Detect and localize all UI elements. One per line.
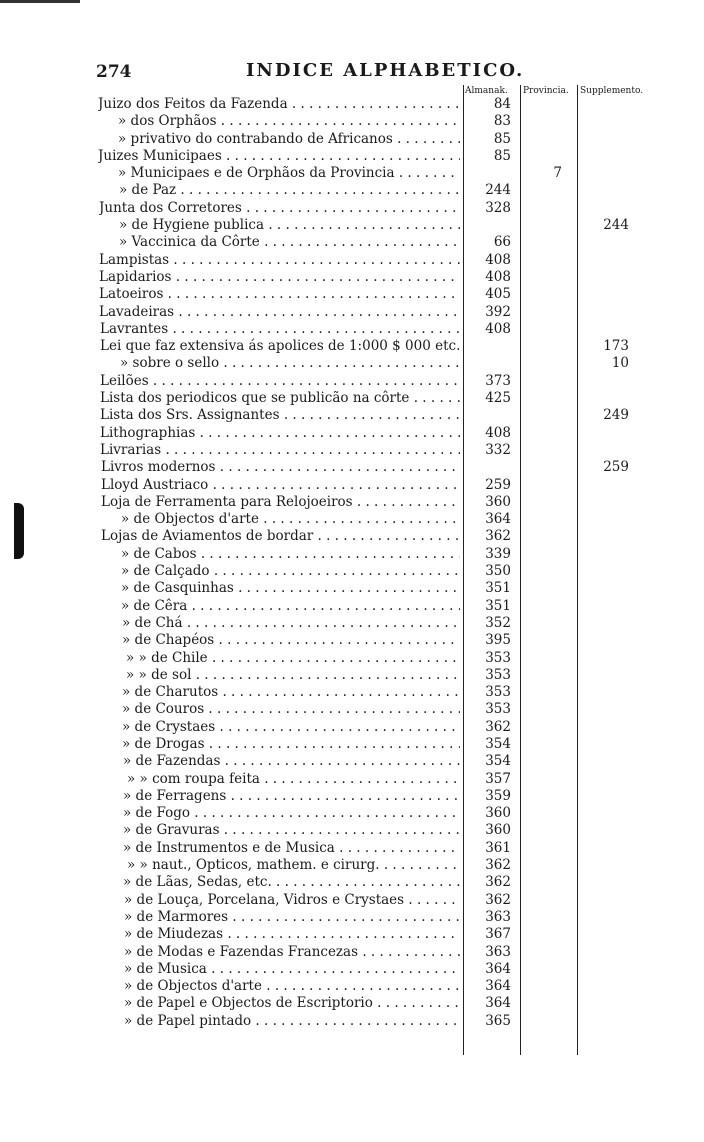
index-entry	[0, 840, 704, 857]
almanak-page: 360	[485, 805, 511, 822]
entry-text: » dos Orphãos . . .	[118, 113, 460, 130]
index-entry	[0, 477, 704, 494]
index-entry	[0, 719, 704, 736]
entry-text: » de Fazendas . . .	[123, 753, 460, 770]
column-header-supplemento: Supplemento.	[580, 86, 644, 96]
almanak-page: 353	[485, 649, 511, 666]
index-entry	[0, 286, 704, 303]
entry-text: » de Louça, Porcelana, Vidros e Crystaes . . .	[124, 892, 460, 909]
index-entry	[0, 182, 704, 199]
index-entry	[0, 1013, 704, 1030]
index-entry	[0, 113, 704, 130]
almanak-page: 408	[485, 424, 511, 441]
entry-text: » » naut., Opticos, mathem. e cirurg. . . .	[127, 857, 460, 874]
entry-text: Livrarias . . .	[100, 442, 460, 459]
entry-text: » de Crystaes . . .	[122, 719, 460, 736]
almanak-page: 360	[485, 822, 511, 839]
entry-text: Juizo dos Feitos da Fazenda . . .	[98, 96, 460, 113]
almanak-page: 363	[485, 943, 511, 960]
entry-text: Lojas de Aviamentos de bordar . . .	[101, 528, 460, 545]
index-entry	[0, 96, 704, 113]
index-entry	[0, 667, 704, 684]
entry-text: » privativo do contrabando de Africanos . . .	[118, 131, 460, 148]
entry-text: Juizes Municipaes . . .	[98, 148, 460, 165]
index-entry	[0, 494, 704, 511]
almanak-page: 364	[485, 978, 511, 995]
index-entry	[0, 580, 704, 597]
almanak-page: 367	[485, 926, 511, 943]
entry-text: » de Ferragens . . .	[123, 788, 460, 805]
index-entry	[0, 650, 704, 667]
almanak-page: 392	[485, 303, 511, 320]
index-entry	[0, 459, 704, 476]
supplemento-page: 173	[603, 338, 629, 355]
almanak-page: 259	[485, 476, 511, 493]
entry-text: Lithographias . . .	[100, 425, 460, 442]
almanak-page: 362	[485, 718, 511, 735]
index-entry	[0, 407, 704, 424]
index-entry	[0, 978, 704, 995]
entry-text: » de Charutos . . .	[122, 684, 460, 701]
column-header-almanak: Almanak.	[465, 86, 508, 96]
index-entry	[0, 909, 704, 926]
entry-text: » de Objectos d'arte . . .	[124, 978, 460, 995]
entry-text: » de Gravuras . . .	[123, 822, 460, 839]
entry-text: » de Cabos . . .	[121, 546, 460, 563]
index-entry	[0, 563, 704, 580]
almanak-page: 352	[485, 614, 511, 631]
supplemento-page: 10	[611, 355, 629, 372]
index-entry	[0, 321, 704, 338]
index-entry	[0, 632, 704, 649]
index-entry	[0, 390, 704, 407]
index-entry	[0, 252, 704, 269]
almanak-page: 408	[485, 251, 511, 268]
almanak-page: 364	[485, 995, 511, 1012]
index-entries	[0, 96, 704, 1030]
almanak-page: 357	[485, 770, 511, 787]
index-entry	[0, 805, 704, 822]
almanak-page: 364	[485, 511, 511, 528]
index-entry	[0, 615, 704, 632]
index-entry	[0, 511, 704, 528]
entry-text: Lapidarios . . .	[99, 269, 460, 286]
index-entry	[0, 944, 704, 961]
almanak-page: 339	[485, 545, 511, 562]
index-entry	[0, 373, 704, 390]
almanak-page: 359	[485, 787, 511, 804]
index-entry	[0, 857, 704, 874]
almanak-page: 362	[485, 874, 511, 891]
entry-text: » de Chapéos . . .	[122, 632, 460, 649]
entry-text: » de Calçado . . .	[121, 563, 460, 580]
almanak-page: 425	[485, 390, 511, 407]
almanak-page: 85	[493, 147, 511, 164]
almanak-page: 332	[485, 441, 511, 458]
index-entry	[0, 304, 704, 321]
column-header-provincia: Provincia.	[523, 86, 569, 96]
entry-text: » de Cêra . . .	[121, 598, 460, 615]
almanak-page: 85	[493, 130, 511, 147]
supplemento-page: 249	[603, 407, 629, 424]
index-entry	[0, 546, 704, 563]
index-entry	[0, 961, 704, 978]
almanak-page: 354	[485, 735, 511, 752]
provincia-page: 7	[553, 165, 562, 182]
entry-text: » Municipaes e de Orphãos da Provincia . . .	[118, 165, 460, 182]
entry-text: Lei que faz extensiva ás apolices de 1:000 $ 000 etc. . . .	[100, 338, 460, 355]
entry-text: » de Hygiene publica . . .	[119, 217, 460, 234]
entry-text: » Vaccinica da Côrte . . .	[119, 234, 460, 251]
almanak-page: 408	[485, 320, 511, 337]
index-entry	[0, 269, 704, 286]
entry-text: » de Lãas, Sedas, etc. . . .	[123, 874, 460, 891]
almanak-page: 362	[485, 857, 511, 874]
entry-text: Junta dos Corretores . . .	[99, 200, 460, 217]
almanak-page: 328	[485, 199, 511, 216]
entry-text: » de Fogo . . .	[123, 805, 460, 822]
index-entry	[0, 926, 704, 943]
almanak-page: 364	[485, 960, 511, 977]
entry-text: » de Couros . . .	[122, 701, 460, 718]
entry-text: Latoeiros . . .	[99, 286, 460, 303]
entry-text: Lampistas . . .	[99, 252, 460, 269]
entry-text: » de Casquinhas . . .	[121, 580, 460, 597]
almanak-page: 66	[493, 234, 511, 251]
almanak-page: 362	[485, 891, 511, 908]
index-entry	[0, 736, 704, 753]
page-title: INDICE ALPHABETICO.	[246, 60, 525, 81]
entry-text: Lista dos periodicos que se publicão na côrte . . .	[100, 390, 460, 407]
supplemento-page: 259	[603, 459, 629, 476]
almanak-page: 353	[485, 666, 511, 683]
almanak-page: 361	[485, 839, 511, 856]
almanak-page: 365	[485, 1012, 511, 1029]
entry-text: » de Instrumentos e de Musica . . .	[123, 840, 460, 857]
entry-text: » » de Chile . . .	[126, 650, 460, 667]
index-entry	[0, 165, 704, 182]
entry-text: » de Musica . . .	[124, 961, 460, 978]
almanak-page: 353	[485, 684, 511, 701]
index-entry	[0, 217, 704, 234]
almanak-page: 395	[485, 632, 511, 649]
entry-text: » sobre o sello . . .	[120, 355, 460, 372]
almanak-page: 244	[485, 182, 511, 199]
entry-text: Loja de Ferramenta para Relojoeiros . . .	[101, 494, 460, 511]
entry-text: Lloyd Austriaco . . .	[101, 477, 460, 494]
entry-text: » de Modas e Fazendas Francezas . . .	[124, 944, 460, 961]
almanak-page: 350	[485, 563, 511, 580]
entry-text: Lavadeiras . . .	[99, 304, 460, 321]
index-entry	[0, 425, 704, 442]
index-entry	[0, 598, 704, 615]
almanak-page: 351	[485, 580, 511, 597]
index-entry	[0, 892, 704, 909]
index-entry	[0, 528, 704, 545]
index-entry	[0, 701, 704, 718]
index-entry	[0, 338, 704, 355]
index-entry	[0, 684, 704, 701]
index-entry	[0, 355, 704, 372]
entry-text: » » de sol . . .	[126, 667, 460, 684]
index-entry	[0, 771, 704, 788]
index-entry	[0, 234, 704, 251]
almanak-page: 84	[493, 96, 511, 112]
entry-text: Livros modernos . . .	[101, 459, 460, 476]
index-entry	[0, 131, 704, 148]
index-entry	[0, 874, 704, 891]
entry-text: » de Paz . . .	[119, 182, 460, 199]
entry-text: » de Chá . . .	[122, 615, 460, 632]
almanak-page: 405	[485, 286, 511, 303]
entry-text: Lista dos Srs. Assignantes . . .	[100, 407, 460, 424]
index-entry	[0, 148, 704, 165]
index-entry	[0, 200, 704, 217]
index-entry	[0, 822, 704, 839]
entry-text: » » com roupa feita . . .	[127, 771, 460, 788]
almanak-page: 360	[485, 493, 511, 510]
almanak-page: 363	[485, 908, 511, 925]
entry-text: » de Miudezas . . .	[124, 926, 460, 943]
entry-text: » de Objectos d'arte . . .	[121, 511, 460, 528]
index-entry	[0, 788, 704, 805]
almanak-page: 353	[485, 701, 511, 718]
almanak-page: 373	[485, 372, 511, 389]
page-number: 274	[96, 62, 132, 82]
entry-text: » de Papel e Objectos de Escriptorio . . .	[124, 995, 460, 1012]
almanak-page: 362	[485, 528, 511, 545]
entry-text: » de Papel pintado . . .	[124, 1013, 460, 1030]
almanak-page: 351	[485, 597, 511, 614]
entry-text: Lavrantes . . .	[100, 321, 460, 338]
top-rule	[0, 0, 80, 3]
almanak-page: 408	[485, 268, 511, 285]
index-entry	[0, 442, 704, 459]
almanak-page: 354	[485, 753, 511, 770]
entry-text: » de Drogas . . .	[122, 736, 460, 753]
index-entry	[0, 995, 704, 1012]
entry-text: » de Marmores . . .	[124, 909, 460, 926]
supplemento-page: 244	[603, 217, 629, 234]
almanak-page: 83	[493, 113, 511, 130]
entry-text: Leilões . . .	[100, 373, 460, 390]
index-entry	[0, 753, 704, 770]
